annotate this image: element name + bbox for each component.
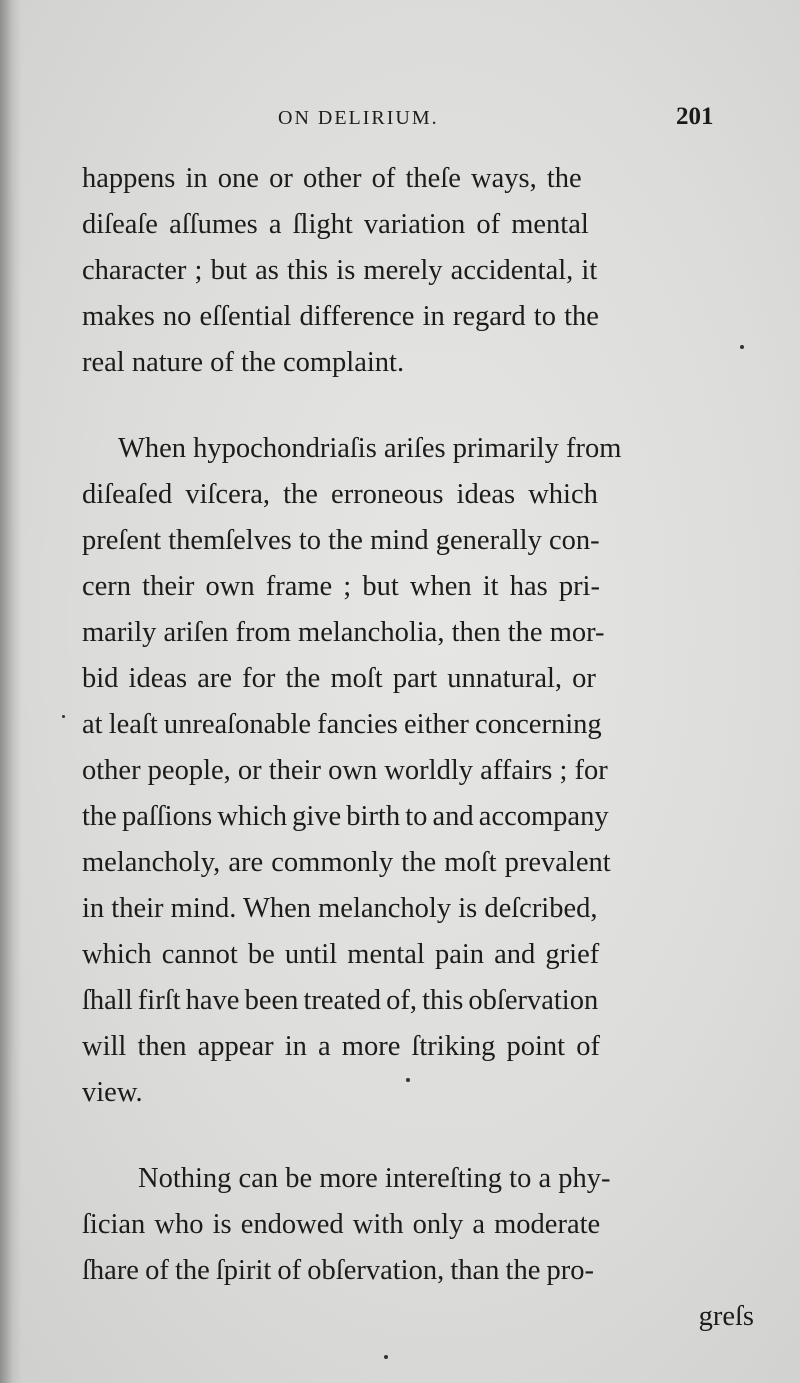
text-line: Nothing can be more intereſting to a phy- — [138, 1163, 611, 1194]
paragraph-2 — [82, 426, 762, 1116]
text-line: the paſſions which give birth to and accompany — [82, 801, 609, 832]
text-line: bid ideas are for the moſt part unnatural, or — [82, 663, 596, 694]
ink-speck — [62, 715, 65, 718]
text-line: at leaſt unreaſonable fancies either concerning — [82, 709, 602, 740]
text-line: character ; but as this is merely accidental, it — [82, 255, 598, 286]
text-line: melancholy, are commonly the moſt prevalent — [82, 847, 611, 878]
binding-shadow — [0, 0, 22, 1383]
text-line: When hypochondriaſis ariſes primarily from — [118, 433, 622, 464]
text-line: ſhall firſt have been treated of, this obſervation — [82, 985, 599, 1016]
catchword: greſs — [698, 1301, 754, 1332]
text-line: view. — [82, 1077, 143, 1108]
text-line: marily ariſen from melancholia, then the mor- — [82, 617, 605, 648]
text-line: preſent themſelves to the mind generally con- — [82, 525, 600, 556]
text-line: ſician who is endowed with only a moderate — [82, 1209, 601, 1240]
ink-speck — [406, 1078, 410, 1082]
body-text — [82, 156, 762, 1340]
text-line: which cannot be until mental pain and grief — [82, 939, 600, 970]
ink-speck — [740, 345, 744, 349]
text-line: will then appear in a more ſtriking point of — [82, 1031, 600, 1062]
page-number: 201 — [676, 103, 714, 130]
text-line: in their mind. When melancholy is deſcribed, — [82, 893, 598, 924]
running-head: ON DELIRIUM. — [278, 107, 439, 129]
text-line: happens in one or other of theſe ways, the — [82, 163, 582, 194]
page-header — [0, 103, 800, 143]
text-line: diſeaſe aſſumes a ſlight variation of mental — [82, 209, 589, 240]
text-line: ſhare of the ſpirit of obſervation, than the pro- — [82, 1255, 594, 1286]
text-line: makes no eſſential difference in regard to the — [82, 301, 599, 332]
text-line: real nature of the complaint. — [82, 347, 405, 378]
paragraph-1 — [82, 156, 762, 386]
text-line: cern their own frame ; but when it has pri- — [82, 571, 600, 602]
text-line: other people, or their own worldly affairs ; for — [82, 755, 608, 786]
paragraph-3 — [82, 1156, 762, 1294]
ink-speck — [384, 1355, 388, 1359]
text-line: diſeaſed viſcera, the erroneous ideas which — [82, 479, 598, 510]
